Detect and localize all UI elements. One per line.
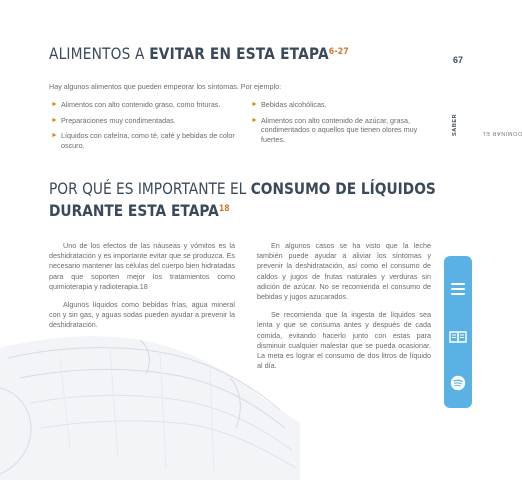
section1-title — [49, 44, 376, 64]
section1-title-reference: 6-27 — [328, 47, 349, 57]
section1-title-light: ALIMENTOS A — [49, 44, 150, 63]
menu-button[interactable] — [444, 274, 472, 304]
list-item-text: Alimentos con alto contenido de azúcar, grasa, condimentados o aquellos que tienen olores muy fuertes. — [261, 115, 418, 144]
avoid-list-left — [51, 100, 246, 156]
side-section-label — [452, 66, 522, 136]
list-item-text: Bebidas alcohólicas. — [261, 100, 327, 109]
sketch-illustration — [0, 318, 300, 480]
paragraph: En algunos casos se ha visto que la leche también puede ayudar a aliviar los síntomas y prevenir la deshidratación, así como el consumo de caldos y jugos de frutas naturales y verduras sin adición de azúcar. No se recomienda el consumo de bebidas y jugos azucarados. — [257, 241, 431, 302]
section2-title-line2 — [49, 200, 376, 222]
section1-title-bold: EVITAR EN ESTA ETAPA — [149, 44, 329, 63]
book-button[interactable] — [444, 322, 472, 352]
spotify-button[interactable] — [444, 368, 472, 398]
side-toolbar — [444, 256, 472, 408]
section1-intro: Hay algunos alimentos que pueden empeorar los síntomas. Por ejemplo: — [49, 82, 282, 91]
side-label-bold: SABER — [452, 113, 458, 136]
paragraph: Uno de los efectos de las náuseas y vómitos es la deshidratación y es importante evitar que se produzca. Es necesario mantener las células del cuerpo bien hidratadas para que soporten mejor los tratamientos como quimioterapia y radioterapia.18 — [49, 241, 235, 291]
section2-right-column — [257, 241, 431, 379]
paragraph: Algunos líquidos como bebidas frías, agua mineral con y sin gas, y aguas sodas pueden ayudar a prevenir la deshidratación. — [49, 300, 235, 330]
list-item — [51, 116, 246, 126]
bullet-arrow-icon: ► — [251, 101, 258, 108]
list-item-text: Alimentos con alto contenido graso, como frituras. — [61, 100, 221, 109]
side-label-text — [452, 113, 522, 136]
section2-title-light: POR QUÉ ES IMPORTANTE EL — [49, 179, 251, 198]
bullet-arrow-icon: ► — [251, 116, 258, 124]
section2-title — [49, 178, 436, 222]
bullet-arrow-icon: ► — [51, 116, 58, 124]
list-item-text: Preparaciones muy condimentadas. — [61, 115, 176, 125]
section2-left-column — [49, 241, 235, 339]
list-item — [251, 116, 441, 145]
list-item — [51, 100, 246, 110]
section2-title-line1 — [49, 178, 436, 200]
avoid-list-right — [251, 100, 441, 150]
side-label-light: DOMINAR EL — [481, 130, 522, 136]
list-item — [51, 131, 246, 150]
list-item-text: Líquidos con cafeína, como té, café y bebidas de color oscuro. — [61, 131, 235, 150]
bullet-arrow-icon: ► — [51, 132, 58, 139]
section2-title-reference: 18 — [218, 204, 230, 214]
section2-title-bold: CONSUMO DE LÍQUIDOS — [250, 179, 436, 198]
paragraph: Se recomienda que la ingesta de líquidos sea lenta y que se consuma antes y después de cada comida, evitando hacerlo junto con estas para disminuir cualquier malestar que se pueda ocasionar. La meta es lograr el consumo de dos litros de líquido al día. — [257, 310, 431, 371]
page-number: 67 — [452, 55, 463, 65]
book-icon — [449, 330, 467, 344]
spotify-icon — [450, 375, 466, 391]
menu-icon — [451, 280, 465, 298]
list-item — [251, 100, 441, 110]
bullet-arrow-icon: ► — [51, 101, 58, 108]
section2-title-bold-2: DURANTE ESTA ETAPA — [49, 201, 219, 220]
